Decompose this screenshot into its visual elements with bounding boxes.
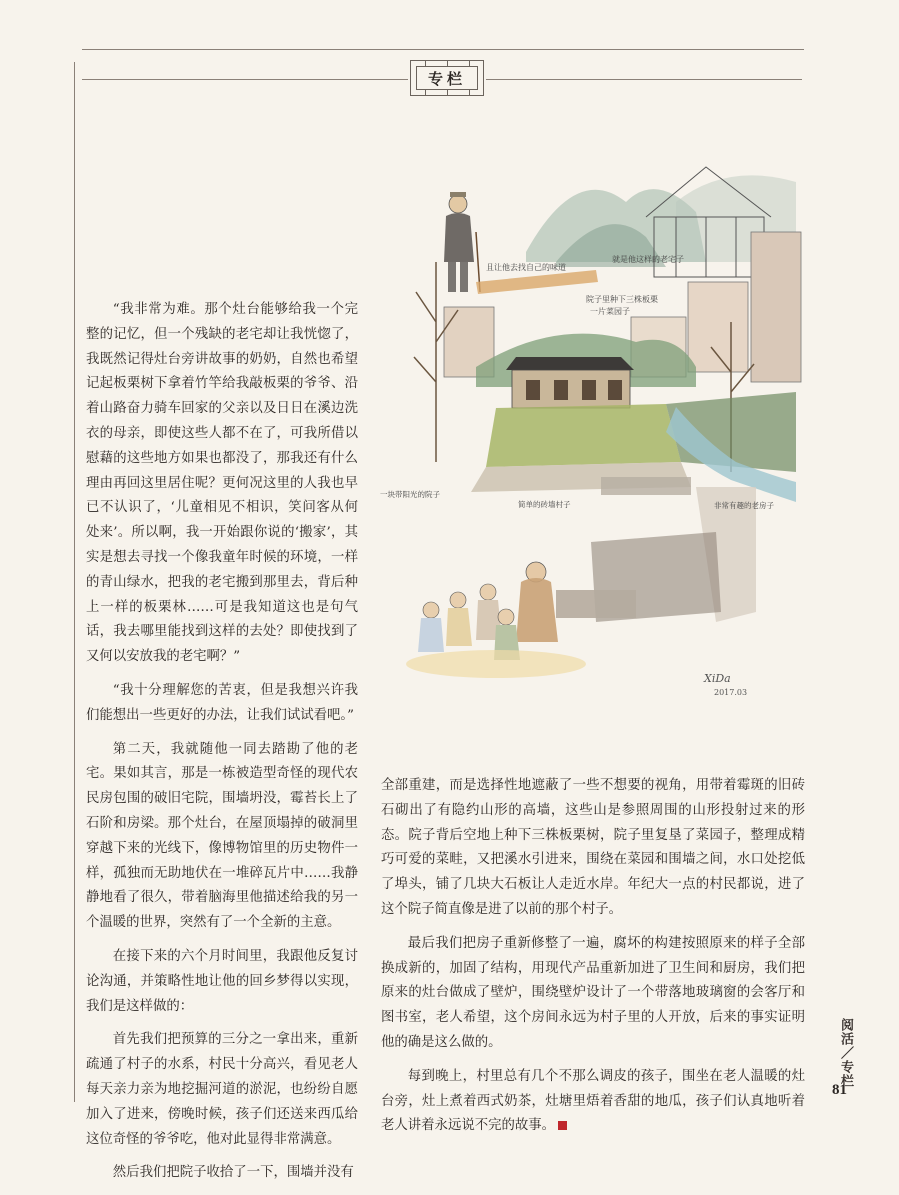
svg-text:且让他去找自己的味道: 且让他去找自己的味道	[486, 263, 566, 272]
page-number: 81	[832, 1082, 847, 1098]
village-house	[506, 357, 634, 408]
svg-text:简单的砖墙村子: 简单的砖墙村子	[518, 500, 571, 509]
paragraph: 在接下来的六个月时间里，我跟他反复讨论沟通，并策略性地让他的回乡梦得以实现，我们是这样做的：	[86, 948, 358, 1014]
right-text-column	[381, 774, 805, 1148]
left-vertical-rule	[74, 62, 75, 1102]
top-rule	[82, 49, 804, 50]
left-text-column	[86, 298, 358, 1195]
paragraph	[381, 1065, 805, 1139]
paragraph-text: 每到晚上，村里总有几个不那么调皮的孩子，围坐在老人温暖的灶台旁，灶上煮着西式奶茶，灶塘里焐着香甜的地瓜，孩子们认真地听着老人讲着永远说不完的故事。	[381, 1068, 805, 1134]
svg-text:非常有趣的老房子: 非常有趣的老房子	[714, 501, 774, 510]
end-of-article-mark	[558, 1121, 567, 1130]
header-rule-left	[82, 79, 408, 80]
paragraph: 首先我们把预算的三分之一拿出来，重新疏通了村子的水系，村民十分高兴，看见老人每天亲力亲为地挖掘河道的淤泥，也纷纷自愿加入了进来，傍晚时候，孩子们还送来西瓜给这位奇怪的爷爷吃，他对此显得非常满意。	[86, 1032, 358, 1147]
paragraph: 第二天，我就随他一同去踏勘了他的老宅。果如其言，那是一栋被造型奇怪的现代农民房包围的破旧宅院，围墙坍没，霉苔长上了石阶和房梁。那个灶台，在屋顶塌掉的破洞里穿越下来的光线下，像博物馆里的历史物件一样，孤独而无助地伏在一堆碎瓦片中……我静静地看了很久，带着脑海里他描述给我的另一个温暖的世界，突然有了一个全新的主意。	[86, 741, 358, 931]
header-rule-right	[486, 79, 802, 80]
paragraph: 全部重建，而是选择性地遮蔽了一些不想要的视角，用带着霉斑的旧砖石砌出了有隐约山形的高墙，这些山是参照周围的山形投射过来的形态。院子背后空地上种下三株板栗树，院子里复垦了菜园子，整理成精巧可爱的菜畦，又把溪水引进来，围绕在菜园和围墙之间，水口处挖低了埠头，铺了几块大石板让人走近水岸。年纪大一点的村民都说，进了这个院子简直像是进了以前的那个村子。	[381, 778, 805, 917]
section-label-box	[410, 60, 484, 96]
svg-text:一块带阳光的院子: 一块带阳光的院子	[380, 490, 440, 499]
section-label: 专栏	[416, 66, 478, 90]
paragraph: 最后我们把房子重新修整了一遍，腐坏的构建按照原来的样子全部换成新的，加固了结构，用现代产品重新加进了卫生间和厨房，我们把原来的灶台做成了壁炉，围绕壁炉设计了一个带落地玻璃窗的会客厅和图书室，老人希望，这个房间永远为村子里的人开放，后来的事实证明他的确是这么做的。	[381, 935, 805, 1050]
watercolor-illustration	[376, 142, 806, 734]
storyteller-scene	[418, 562, 558, 660]
paragraph: 然后我们把院子收拾了一下，围墙并没有	[112, 1165, 354, 1181]
paragraph: “我十分理解您的苦衷，但是我想兴许我们能想出一些更好的办法，让我们试试看吧。”	[86, 682, 358, 723]
svg-text:2017.03: 2017.03	[714, 688, 748, 697]
svg-text:院子里种下三株板栗: 院子里种下三株板栗	[586, 295, 658, 304]
svg-text:就是他这样的老宅子: 就是他这样的老宅子	[612, 255, 684, 264]
svg-text:一片菜园子: 一片菜园子	[590, 307, 630, 316]
old-man-figure	[444, 192, 480, 292]
column-label: 阅活／专栏	[838, 1018, 853, 1088]
svg-text:XiDa: XiDa	[704, 672, 731, 685]
paragraph: “我非常为难。那个灶台能够给我一个完整的记忆，但一个残缺的老宅却让我恍惚了，我既然记得灶台旁讲故事的奶奶，自然也希望记起板栗树下拿着竹竿给我敲板栗的爷爷、沿着山路奋力骑车回家的父亲以及日日在溪边洗衣的母亲，即使这些人都不在了，可我所借以慰藉的这些地方如果也都没了，那我还有什么理由再回这里居住呢？更何况这里的人我也早已不认识了，‘儿童相见不相识，笑问客从何处来’。所以啊，我一开始跟你说的‘搬家’，其实是想去寻找一个像我童年时候的环境，一样的青山绿水，把我的老宅搬到那里去，背后种上一样的板栗林……可是我知道这也是句气话，我去哪里能找到这样的去处？即使找到了又何以安放我的老宅啊？”	[86, 302, 358, 665]
